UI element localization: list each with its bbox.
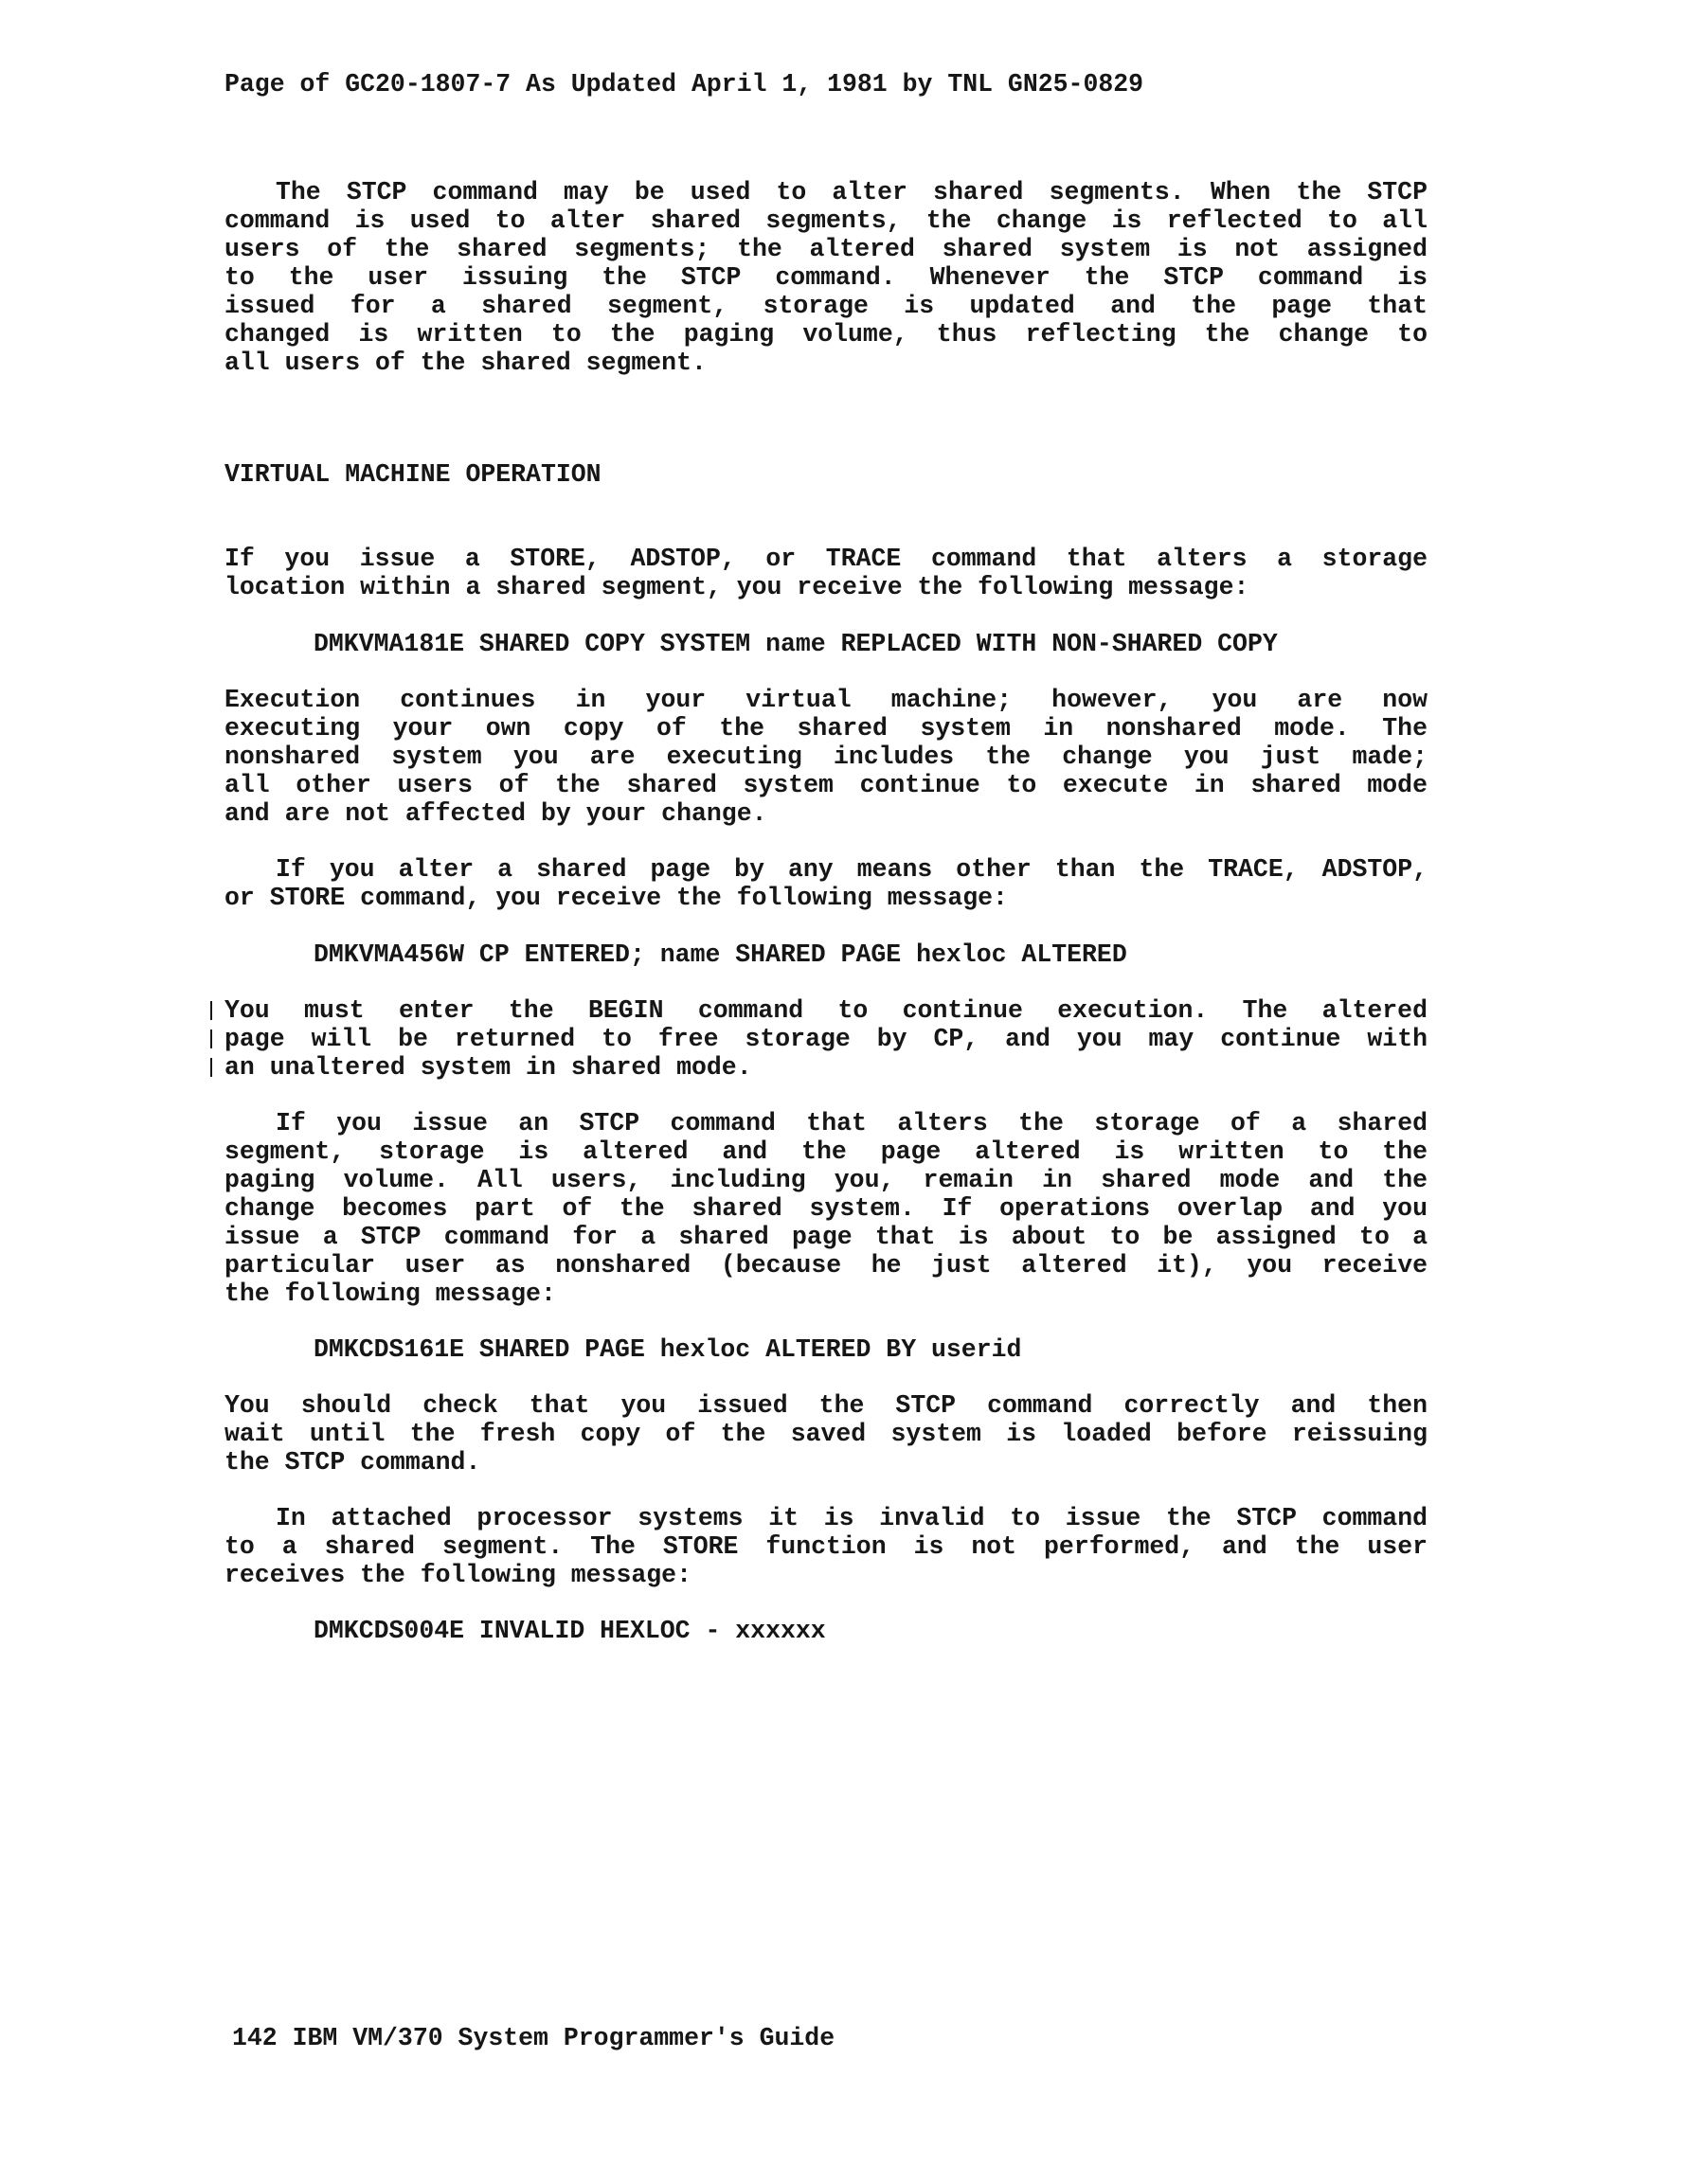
text-line: and are not affected by your change. [224, 799, 767, 828]
text-line: all users of the shared segment. [224, 349, 707, 377]
text-line: or STORE command, you receive the following message: [224, 884, 1008, 912]
text-line: issued for a shared segment, storage is updated and the page that [224, 292, 1428, 320]
section-heading: VIRTUAL MACHINE OPERATION [224, 460, 602, 489]
text-line: Execution continues in your virtual machine; however, you are now [224, 686, 1428, 714]
revision-bar [210, 1058, 212, 1077]
text-line: the following message: [224, 1280, 556, 1308]
text-line: users of the shared segments; the altered shared system is not assigned [224, 235, 1428, 263]
text-line: If you issue an STCP command that alters the storage of a shared [276, 1109, 1428, 1137]
text-line: changed is written to the paging volume, thus reflecting the change to [224, 320, 1428, 349]
text-line: The STCP command may be used to alter shared segments. When the STCP [276, 178, 1428, 206]
text-line: segment, storage is altered and the page altered is written to the [224, 1137, 1428, 1166]
text-line: location within a shared segment, you receive the following message: [224, 573, 1249, 601]
revision-bar [210, 1029, 212, 1048]
text-line: all other users of the shared system continue to execute in shared mode [224, 771, 1428, 799]
text-line: particular user as nonshared (because he just altered it), you receive [224, 1251, 1428, 1280]
text-line: You should check that you issued the STCP command correctly and then [224, 1391, 1428, 1420]
text-line: In attached processor systems it is invalid to issue the STCP command [276, 1504, 1428, 1532]
revision-bar [210, 1001, 212, 1020]
text-line: wait until the fresh copy of the saved system is loaded before reissuing [224, 1420, 1428, 1448]
text-line: to the user issuing the STCP command. Whenever the STCP command is [224, 263, 1428, 292]
text-line: page will be returned to free storage by CP, and you may continue with [224, 1025, 1428, 1053]
text-line: receives the following message: [224, 1561, 691, 1589]
text-line: paging volume. All users, including you, remain in shared mode and the [224, 1166, 1428, 1194]
page-footer: 142 IBM VM/370 System Programmer's Guide [232, 2024, 835, 2052]
text-line: If you alter a shared page by any means other than the TRACE, ADSTOP, [276, 855, 1428, 884]
message-dmkvma456w: DMKVMA456W CP ENTERED; name SHARED PAGE hexloc ALTERED [314, 940, 1127, 969]
text-line: change becomes part of the shared system. If operations overlap and you [224, 1194, 1428, 1223]
message-dmkvma181e: DMKVMA181E SHARED COPY SYSTEM name REPLACED WITH NON-SHARED COPY [314, 630, 1278, 658]
text-line: nonshared system you are executing includes the change you just made; [224, 743, 1428, 771]
message-dmkcds004e: DMKCDS004E INVALID HEXLOC - xxxxxx [314, 1617, 826, 1645]
text-line: executing your own copy of the shared system in nonshared mode. The [224, 714, 1428, 743]
message-dmkcds161e: DMKCDS161E SHARED PAGE hexloc ALTERED BY userid [314, 1335, 1022, 1364]
text-line: You must enter the BEGIN command to continue execution. The altered [224, 996, 1428, 1025]
text-line: the STCP command. [224, 1448, 481, 1477]
text-line: to a shared segment. The STORE function is not performed, and the user [224, 1532, 1428, 1561]
text-line: If you issue a STORE, ADSTOP, or TRACE command that alters a storage [224, 545, 1428, 573]
text-line: issue a STCP command for a shared page that is about to be assigned to a [224, 1223, 1428, 1251]
text-line: command is used to alter shared segments, the change is reflected to all [224, 206, 1428, 235]
page-header: Page of GC20-1807-7 As Updated April 1, 1981 by TNL GN25-0829 [224, 70, 1144, 98]
text-line: an unaltered system in shared mode. [224, 1053, 752, 1082]
